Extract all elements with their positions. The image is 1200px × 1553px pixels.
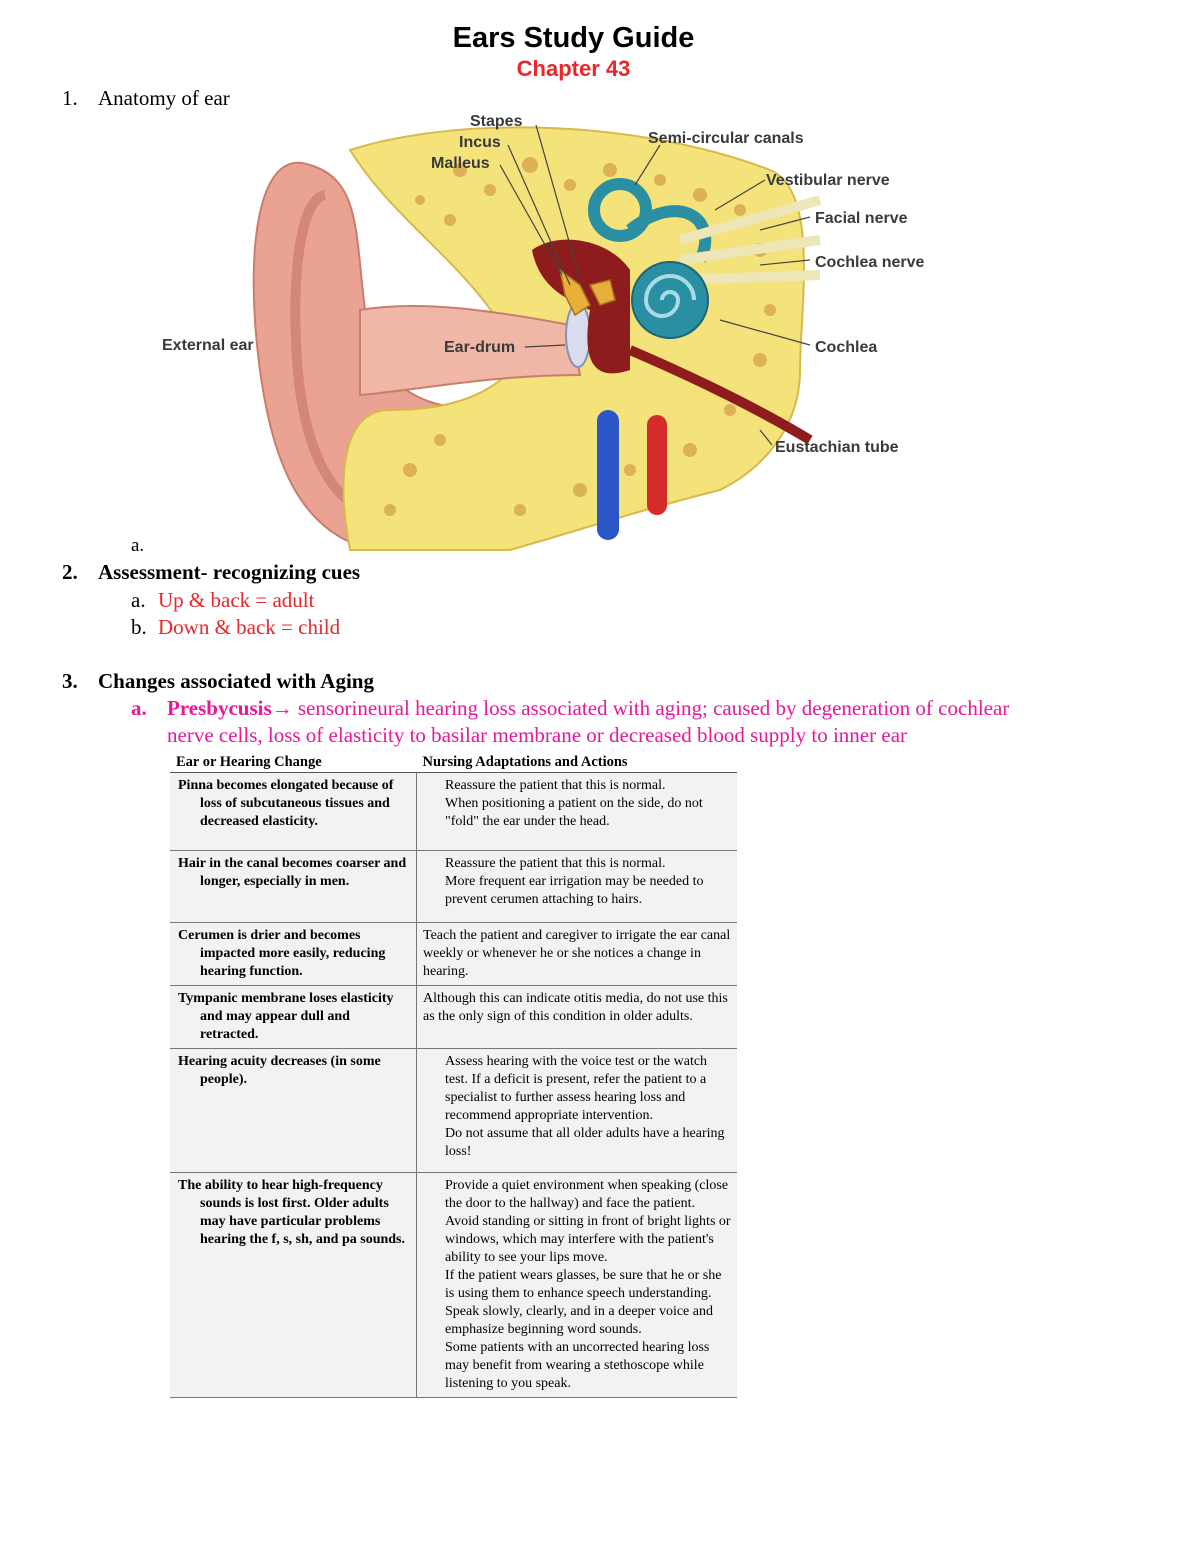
presbycusis-definition-line-1: sensorineural hearing loss associated with aging; caused by degeneration of cochlear [297,696,1010,720]
label-vestibular-nerve: Vestibular nerve [766,172,890,189]
table-header: Ear or Hearing Change [170,752,417,773]
label-cochlea-nerve: Cochlea nerve [815,254,925,271]
vein-shape [597,410,619,540]
section-3-number: 3. [62,669,78,693]
table-cell-action: Reassure the patient that this is normal. [445,778,666,793]
table-cell-action: Do not assume that all older adults have a hearing loss! [445,1126,725,1159]
label-malleus: Malleus [431,155,490,172]
table-cell-action: When positioning a patient on the side, do not "fold" the ear under the head. [445,796,703,829]
table-cell-action: Although this can indicate otitis media, do not use this as the only sign of this condition in older adults. [423,991,728,1024]
table-cell-change: Tympanic membrane loses elasticity and may appear dull and retracted. [178,991,394,1042]
arrow-glyph: → [271,696,293,720]
label-incus: Incus [459,134,501,151]
table-cell-action: Assess hearing with the voice test or the watch test. If a deficit is present, refer the patient to a specialist to further assess hearing loss and recommend appropriate intervention. [445,1054,708,1123]
table-cell-action: Speak slowly, clearly, and in a deeper voice and emphasize beginning word sounds. [445,1304,713,1337]
table-row [170,851,737,923]
section-1-title: Anatomy of ear [98,86,230,110]
table-row [170,923,737,986]
list-text: Up & back = adult [158,588,315,612]
page-title: Ears Study Guide [452,22,695,54]
section-2-number: 2. [62,560,78,584]
cochlea-shape [632,262,708,338]
table-cell-change: Hair in the canal becomes coarser and longer, especially in men. [178,856,407,889]
table-cell-action: More frequent ear irrigation may be needed to prevent cerumen attaching to hairs. [445,874,704,907]
table-cell-action: Avoid standing or sitting in front of bright lights or windows, which may interfere with the patient's ability to see your lips move. [445,1214,731,1265]
list-marker: b. [131,615,147,639]
table-header: Nursing Adaptations and Actions [417,752,738,773]
artery-shape [647,415,667,515]
section-1-sub-a: a. [131,535,145,556]
table-cell-change: Pinna becomes elongated because of loss of subcutaneous tissues and decreased elasticity. [178,778,394,829]
label-cochlea: Cochlea [815,339,878,356]
label-stapes: Stapes [470,113,523,130]
table-row [170,773,737,851]
list-text: Down & back = child [158,615,341,639]
table-cell-change: The ability to hear high-frequency sounds is lost first. Older adults may have particular problems hearing the f, s, sh, and pa sounds. [178,1178,406,1247]
label-semicircular-canals: Semi-circular canals [648,130,804,147]
section-1-number: 1. [62,86,78,110]
presbycusis-definition-line-2: nerve cells, loss of elasticity to basilar membrane or decreased blood supply to inner ear [167,723,908,747]
table-cell-change: Cerumen is drier and becomes impacted more easily, reducing hearing function. [178,928,386,979]
section-2-title: Assessment- recognizing cues [98,560,361,584]
table-cell-action: Reassure the patient that this is normal. [445,856,666,871]
table-row [170,986,737,1049]
label-ear-drum: Ear-drum [444,339,516,356]
label-eustachian-tube: Eustachian tube [775,439,899,456]
table-row [170,1049,737,1173]
presbycusis-marker: a. [131,696,147,720]
list-marker: a. [131,588,146,612]
label-external-ear: External ear [162,337,254,354]
aging-changes-table [170,752,737,1398]
table-cell-action: Some patients with an uncorrected hearing loss may benefit from wearing a stethoscope while listening to you speak. [445,1340,710,1391]
section-3-title: Changes associated with Aging [98,669,374,693]
table-cell-action: If the patient wears glasses, be sure that he or she is using them to enhance speech understanding. [445,1268,722,1301]
table-row [170,1173,737,1398]
table-cell-action: Provide a quiet environment when speaking (close the door to the hallway) and face the patient. [445,1178,729,1211]
table-cell-action: Teach the patient and caregiver to irrigate the ear canal weekly or whenever he or she notices a change in hearing. [423,928,731,979]
presbycusis-term: Presbycusis [167,696,272,720]
table-cell-change: Hearing acuity decreases (in some people). [178,1054,381,1087]
chapter-subtitle: Chapter 43 [516,56,631,81]
ear-anatomy-diagram [160,110,944,555]
label-facial-nerve: Facial nerve [815,210,908,227]
